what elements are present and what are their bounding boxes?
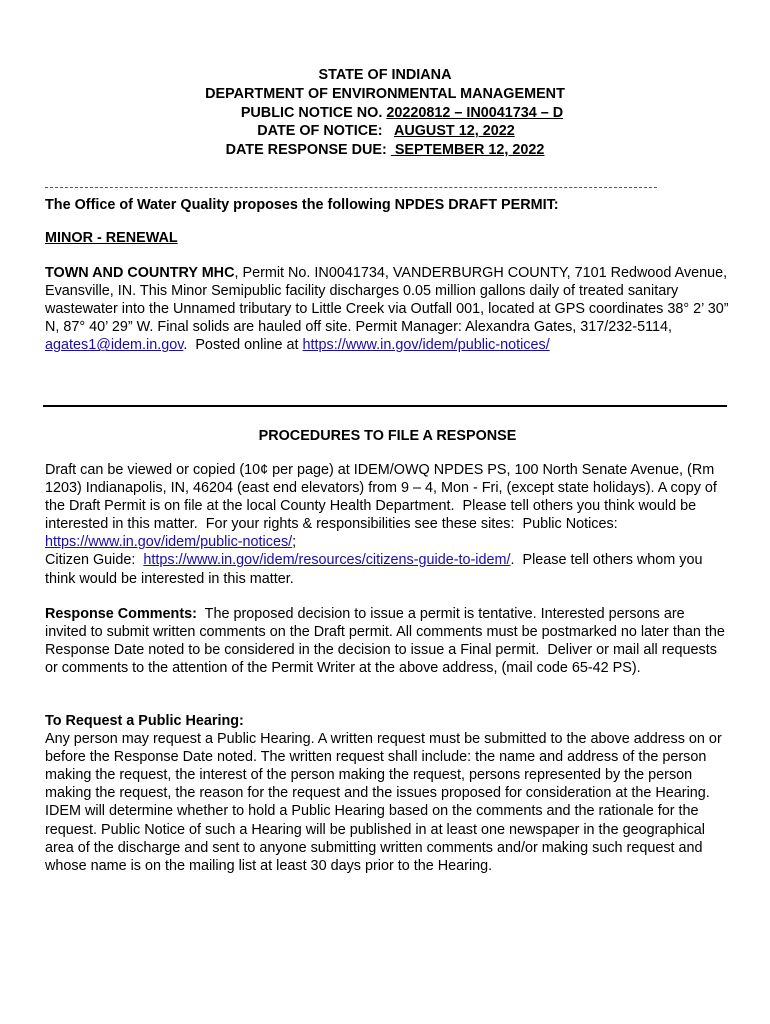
procedures-paragraph: Draft can be viewed or copied (10¢ per page) at IDEM/OWQ NPDES PS, 100 North Senate Avenue, (Rm 1203) Indianapolis, IN, 46204 (east end elevators) from 9 – 4, Mon - Fri, (except state holidays). A copy of the Draft Permit is on file at the local County Health Department. Please tell others you think would be interested in this matter. For your rights & responsibilities see these sites: Public Notices: https://www.in.gov/idem/public-notices/; Citizen Guide: https://www.in.gov/idem/resources/citizens-guide-to-idem/. Please tell others whom you think would be interested in this matter. [45, 462, 721, 587]
public-hearing-heading: To Request a Public Hearing: [45, 713, 244, 729]
header-date-of-notice: DATE OF NOTICE: AUGUST 12, 2022 [257, 123, 515, 140]
public-hearing-section [45, 712, 730, 875]
section-divider [43, 405, 727, 407]
intro-line: The Office of Water Quality proposes the following NPDES DRAFT PERMIT: [45, 197, 559, 213]
notice-header [0, 66, 770, 160]
permit-manager-email-link[interactable]: agates1@idem.in.gov [45, 337, 184, 354]
public-notices-link[interactable]: https://www.in.gov/idem/public-notices/ [302, 337, 550, 354]
permit-paragraph: TOWN AND COUNTRY MHC, Permit No. IN0041734, VANDERBURGH COUNTY, 7101 Redwood Avenue, Evansville, IN. This Minor Semipublic facility discharges 0.05 million gallons daily of treated sanitary wastewater into the Unnamed tributary to Little Creek via Outfall 001, located at GPS coordinates 38° 2’ 30” N, 87° 40’ 29” W. Final solids are hauled off site. Permit Manager: Alexandra Gates, 317/232-5114, agates1@idem.in.gov. Posted online at https://www.in.gov/idem/public-notices/ [45, 265, 729, 354]
header-state: STATE OF INDIANA [318, 67, 452, 83]
category-heading: MINOR - RENEWAL [45, 230, 178, 246]
facility-name: TOWN AND COUNTRY MHC [45, 265, 235, 281]
citizens-guide-link[interactable]: https://www.in.gov/idem/resources/citizens-guide-to-idem/ [143, 552, 511, 569]
header-department: DEPARTMENT OF ENVIRONMENTAL MANAGEMENT [205, 85, 565, 102]
response-comments-paragraph: Response Comments: The proposed decision to issue a permit is tentative. Interested persons are invited to submit written comments on the Draft permit. All comments must be postmarked no later than the Response Date noted to be considered in the decision to issue a Final permit. Deliver or mail all requests or comments to the attention of the Permit Writer at the above address, (mail code 65-42 PS). [45, 606, 729, 677]
header-date-response-due: DATE RESPONSE DUE: SEPTEMBER 12, 2022 [225, 142, 545, 159]
response-comments-heading: Response Comments: [45, 606, 197, 622]
header-notice-number: PUBLIC NOTICE NO. 20220812 – IN0041734 – D [240, 104, 564, 121]
dashed-divider [45, 187, 657, 188]
public-hearing-paragraph: Any person may request a Public Hearing. A written request must be submitted to the above address on or before the Response Date noted. The written request shall include: the name and address of the person making the request, the interest of the person making the request, persons represented by the person making the request, the reason for the request and the issues proposed for consideration at the Hearing. IDEM will determine whether to hold a Public Hearing based on the comments and the rationale for the request. Public Notice of such a Hearing will be published in at least one newspaper in the geographical area of the discharge and sent to anyone submitting written comments and/or making such request and whose name is on the mailing list at least 30 days prior to the Hearing. [45, 731, 722, 874]
procedures-title: PROCEDURES TO FILE A RESPONSE [258, 428, 517, 444]
public-notices-site-link[interactable]: https://www.in.gov/idem/public-notices/ [45, 534, 293, 551]
